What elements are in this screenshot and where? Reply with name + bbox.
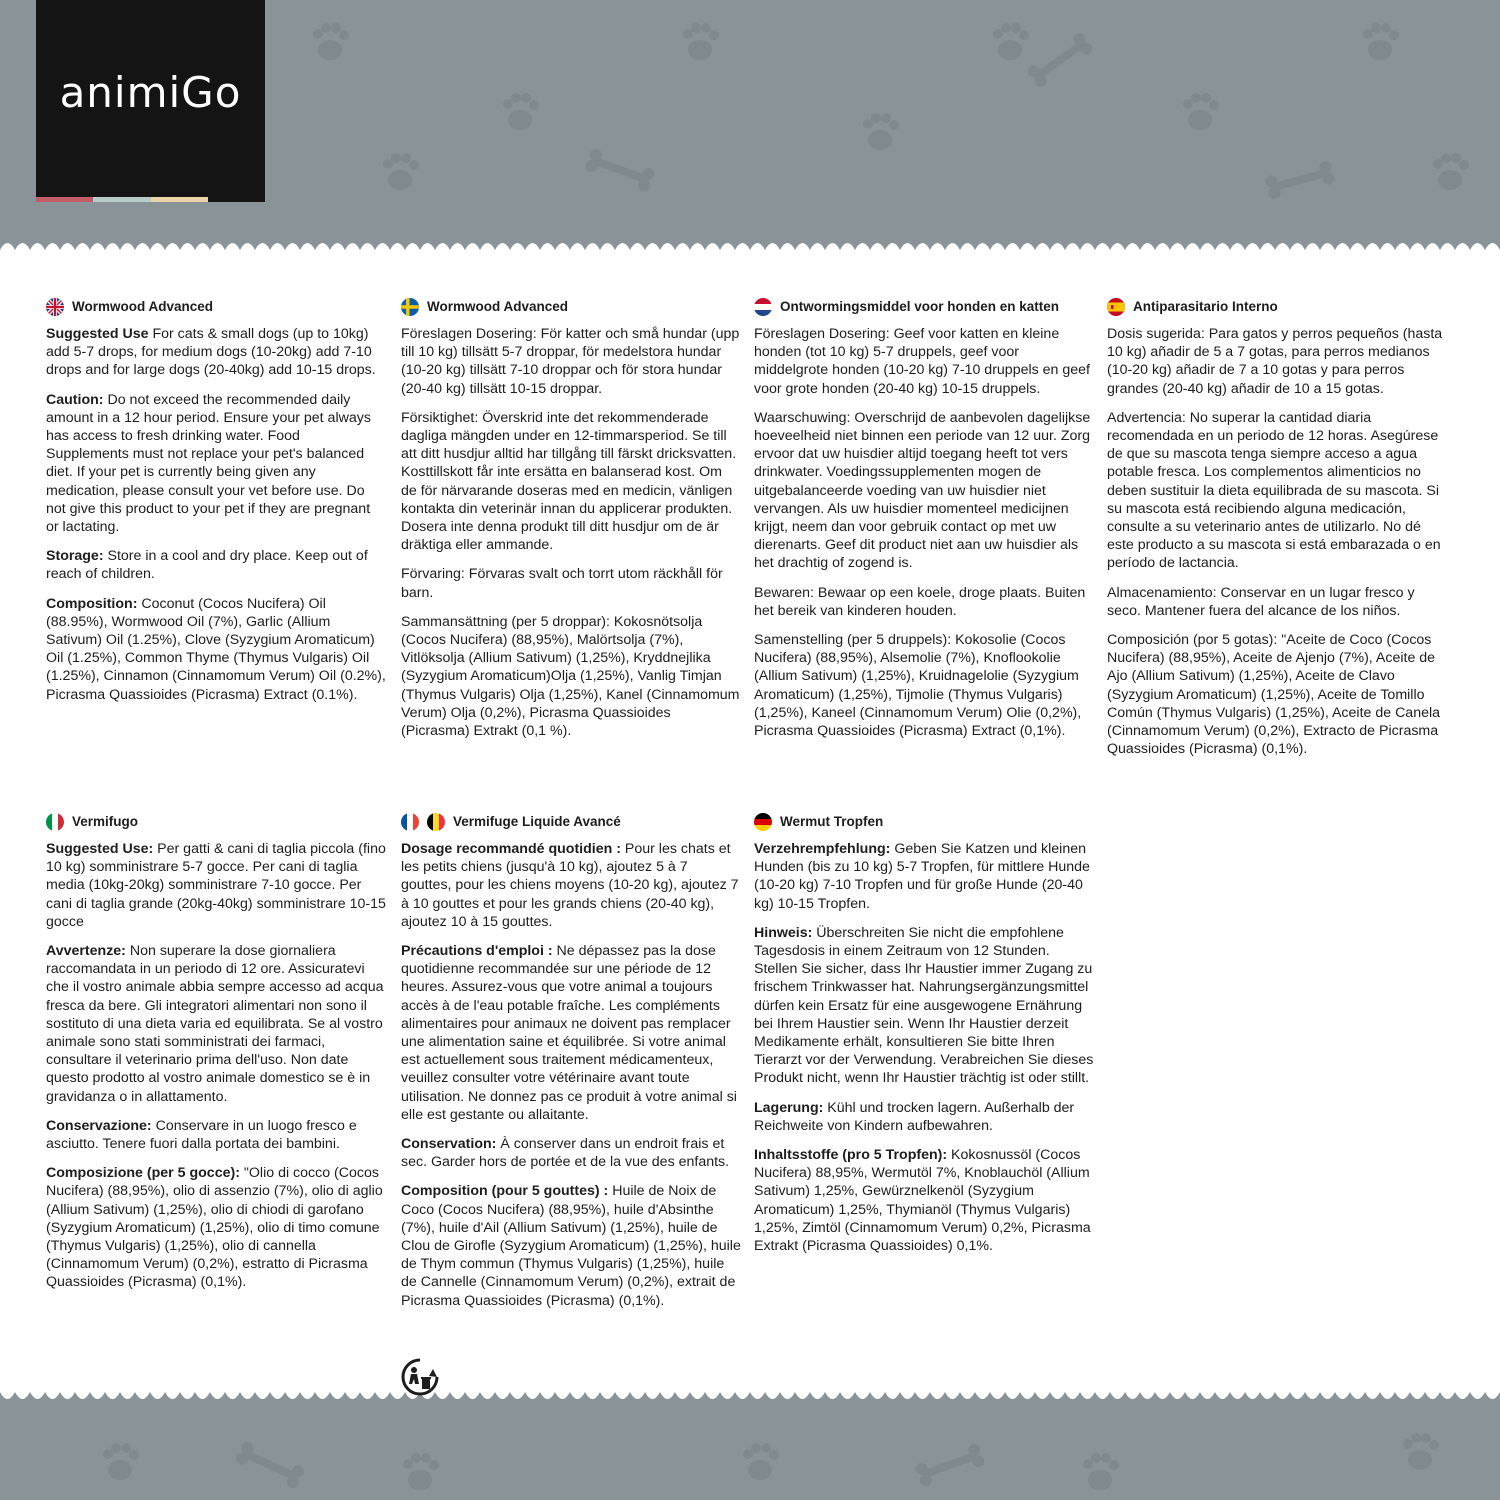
section-paragraph — [401, 942, 741, 1124]
paragraph-text: For cats & small dogs (up to 10kg) add 5-7 drops, for medium dogs (10-20kg) add 7-10 drops and for large dogs (20-40kg) add 10-15 drops. — [46, 326, 376, 379]
paragraph-label: Caution: — [46, 391, 104, 408]
section-header — [754, 812, 1094, 832]
paragraph-text: Kühl und trocken lagern. Außerhalb der Reichweite von Kindern aufbewahren. — [754, 1099, 1075, 1134]
section-header — [401, 297, 741, 317]
paragraph-text: Huile de Noix de Coco (Cocos Nucifera) (88,95%), huile d'Absinthe (7%), huile d'Ail (Allium Sativum) (1,25%), huile de Clou de Girofle (Syzygium Aromaticum) (1,25%), huile de Thym commun (Thymus Vulgaris) (1,25%), huile de Cannelle (Cinnamomum Verum) (0,2%), extrait de Picrasma Quassioides (Picrasma) (0,1%). — [401, 1183, 741, 1309]
be-flag — [427, 813, 445, 831]
section-paragraph — [754, 325, 1094, 398]
section-paragraph — [754, 409, 1094, 573]
section-english — [46, 297, 386, 715]
section-paragraph — [401, 409, 741, 555]
section-title: Vermifugo — [72, 813, 139, 829]
triman-recycling-icon — [400, 1357, 440, 1397]
paragraph-text: Pour les chats et les petits chiens (jusqu'à 10 kg), ajoutez 5 à 7 gouttes, pour les chiens moyens (10-20 kg), ajoutez 7 à 10 gouttes et pour les grands chiens (20-40 kg), ajoutez 10 à 15 gouttes. — [401, 841, 739, 930]
se-flag — [401, 298, 419, 316]
section-header — [46, 812, 386, 832]
paragraph-text: À conserver dans un endroit frais et sec. Garder hors de portée et de la vue des enfants. — [401, 1136, 730, 1171]
brand-logo-box — [36, 0, 265, 197]
paragraph-text: Dosis sugerida: Para gatos y perros pequeños (hasta 10 kg) añadir de 5 a 7 gotas, para perros medianos (10-20 kg) añadir de 7 a 10 gotas y para perros grandes (20-40 kg) añadir de 10 a 15 gotas. — [1107, 326, 1443, 397]
paragraph-text: Überschreiten Sie nicht die empfohlene Tagesdosis in einem Zeitraum von 12 Stunden. Stellen Sie sicher, dass Ihr Haustier immer Zugang zu frischem Trinkwasser hat. Nahrungsergänzungsmittel dürfen kein Ersatz für eine ausgewogene Ernährung bei Ihrem Haustier sein. Wenn Ihr Haustier derzeit Medikamente erhält, konsultieren Sie bitte Ihren Tierarzt vor der Verwendung. Verabreichen Sie dieses Produkt nicht, wenn Ihr Haustier trächtig ist oder stillt. — [754, 924, 1094, 1087]
section-paragraph — [46, 1117, 386, 1153]
paragraph-text: Waarschuwing: Overschrijd de aanbevolen dagelijkse hoeveelheid niet binnen een periode van 12 uur. Zorg ervoor dat uw huisdier altijd toegang heeft tot vers drinkwater. Voedingssupplementen mogen de uitgebalanceerde voeding van uw huisdier niet vervangen. Als uw huisdier momenteel medicijnen krijgt, neem dan voor gebruik contact op met uw dierenarts. Geef dit product niet aan uw huisdier als het drachtig of zogend is. — [754, 409, 1091, 572]
section-paragraph — [46, 325, 386, 380]
section-paragraph — [46, 840, 386, 931]
paragraph-text: Geben Sie Katzen und kleinen Hunden (bis zu 10 kg) 5-7 Tropfen, für mittlere Hunde (10-20 kg) 7-10 Tropfen und für große Hunde (20-40 kg) 10-15 Tropfen. — [754, 841, 1090, 912]
paragraph-label: Conservazione: — [46, 1117, 152, 1134]
section-header — [401, 812, 741, 832]
paragraph-text: Per gatti & cani di taglia piccola (fino 10 kg) somministrare 5-7 gocce. Per cani di taglia media (10kg-20kg) somministrare 7-10 gocce. Per cani di taglia grande (20kg-40kg) somministrare 10-15 gocce — [46, 841, 386, 930]
paragraph-label: Verzehrempfehlung: — [754, 841, 891, 857]
section-paragraph — [401, 613, 741, 740]
section-paragraph — [1107, 584, 1447, 620]
section-title: Wermut Tropfen — [780, 813, 884, 829]
section-paragraph — [46, 942, 386, 1106]
section-paragraph — [1107, 325, 1447, 398]
uk-flag — [46, 298, 64, 316]
de-flag — [754, 813, 772, 831]
paragraph-text: "Olio di cocco (Cocos Nucifera) (88,95%), olio di assenzio (7%), olio di aglio (Allium Sativum) (1,25%), olio di chiodi di garofano (Syzygium Aromaticum) (1,25%), olio di timo comune (Thymus Vulgaris) (1,25%), olio di cannella (Cinnamomum Verum) (0,2%), estratto di Picrasma Quassioides (Picrasma) (0,1%). — [46, 1165, 383, 1291]
section-paragraph — [46, 547, 386, 583]
paragraph-text: Advertencia: No superar la cantidad diaria recomendada en un periodo de 12 horas. Asegúrese de que su mascota tenga siempre acceso a agua potable fresca. Los complementos alimenticios no deben sustituir la dieta equilibrada de su mascota. Si su mascota está recibiendo alguna medicación, consulte a su veterinario antes de utilizarlo. No dé este producto a su mascota si está embarazada o en período de lactancia. — [1107, 409, 1441, 572]
section-header — [46, 297, 386, 317]
section-header — [754, 297, 1094, 317]
paragraph-text: Försiktighet: Överskrid inte det rekommenderade dagliga mängden under en 12-timmarsperiod. Se till att ditt husdjur alltid har tillgång till färskt dricksvatten. Kosttillskott får inte ersätta en balanserad kost. Om de för närvarande doseras med en medicin, vänligen kontakta din veterinär innan du applicerar produkten. Dosera inte denna produkt till ditt husdjur om de är dräktiga eller ammande. — [401, 409, 737, 554]
paragraph-text: Coconut (Cocos Nucifera) Oil (88.95%), Wormwood Oil (7%), Garlic (Allium Sativum) Oil (1.25%), Clove (Syzygium Aromaticum) Oil (1.25%), Common Thyme (Thymus Vulgaris) Oil (1.25%), Cinnamon (Cinnamomum Verum) Oil (0.2%), Picrasma Quassioides (Picrasma) Extract (0.1%). — [46, 595, 386, 703]
paragraph-label: Storage: — [46, 548, 104, 565]
paragraph-text: Sammansättning (per 5 droppar): Kokosnötsolja (Cocos Nucifera) (88,95%), Malörtsolja (7%), Vitlöksolja (Allium Sativum) (1,25%), Kryddnejlika (Syzygium Aromaticum)Olja (1,25%), Vanlig Timjan (Thymus Vulgaris) Olja (1,25%), Kanel (Cinnamomum Verum) Olja (0,2%), Picrasma Quassioides (Picrasma) Extrakt (0,1 %). — [401, 613, 740, 740]
paragraph-label: Dosage recommandé quotidien : — [401, 841, 621, 857]
section-paragraph — [754, 1099, 1094, 1135]
section-paragraph — [754, 1146, 1094, 1255]
section-paragraph — [401, 565, 741, 601]
section-paragraph — [401, 1182, 741, 1309]
es-flag — [1107, 298, 1125, 316]
section-dutch — [754, 297, 1094, 751]
section-paragraph — [401, 840, 741, 931]
paragraph-label: Composition: — [46, 595, 138, 612]
section-paragraph — [1107, 631, 1447, 758]
section-title: Vermifuge Liquide Avancé — [453, 813, 621, 829]
section-swedish — [401, 297, 741, 751]
brand-stripe — [151, 197, 208, 202]
paragraph-text: Store in a cool and dry place. Keep out of reach of children. — [46, 548, 368, 583]
paragraph-label: Composition (pour 5 gouttes) : — [401, 1183, 609, 1200]
paragraph-text: Conservare in un luogo fresco e asciutto. Tenere fuori dalla portata dei bambini. — [46, 1117, 357, 1153]
paragraph-text: Ne dépassez pas la dose quotidienne recommandée sur une période de 12 heures. Assurez-vous que votre animal a toujours accès à de l'eau potable fraîche. Les compléments alimentaires pour animaux ne doivent pas remplacer une alimentation saine et équilibrée. Si votre animal est actuellement sous traitement médicamenteux, veuillez consulter votre vétérinaire avant toute utilisation. Ne donnez pas ce produit à votre animal si elle est gestante ou allaitante. — [401, 943, 737, 1123]
section-italian — [46, 812, 386, 1303]
paragraph-text: Föreslagen Dosering: Geef voor katten en kleine honden (tot 10 kg) 5-7 druppels, geef voor middelgrote honden (10-20 kg) 7-10 druppels en geef voor grote honden (20-40 kg) 10-15 druppels. — [754, 326, 1090, 397]
section-paragraph — [1107, 409, 1447, 573]
paragraph-label: Lagerung: — [754, 1099, 824, 1116]
paragraph-label: Composizione (per 5 gocce): — [46, 1165, 240, 1182]
paragraph-label: Avvertenze: — [46, 943, 126, 960]
brand-logo: animiGo — [59, 68, 242, 117]
paragraph-text: Almacenamiento: Conservar en un lugar fresco y seco. Mantener fuera del alcance de los niños. — [1107, 584, 1415, 619]
section-title: Ontwormingsmiddel voor honden en katten — [780, 298, 1060, 314]
footer-band — [0, 1380, 1500, 1500]
header-band — [0, 0, 1500, 262]
paragraph-text: Kokosnussöl (Cocos Nucifera) 88,95%, Wermutöl 7%, Knoblauchöl (Allium Sativum) 1,25%, Gewürznelkenöl (Syzygium Aromaticum) 1,25%, Thymianöl (Thymus Vulgaris) 1,25%, Zimtöl (Cinnamomum Verum) 0,2%, Picrasma Extrakt (Picrasma Quassioides) 0,1%. — [754, 1147, 1091, 1255]
paragraph-text: Non superare la dose giornaliera raccomandata in un periodo di 12 ore. Assicuratevi che il vostro animale abbia sempre accesso ad acqua fresca da bere. Gli integratori alimentari non sono il sostituto di una dieta varia ed equilibrata. Se al vostro animale sono stati somministrati dei farmaci, consultare il veterinario prima dell'uso. Non date questo prodotto al vostro animale domestico se è in gravidanza o in allattamento. — [46, 943, 384, 1105]
paragraph-label: Suggested Use — [46, 326, 149, 342]
paragraph-text: Composición (por 5 gotas): "Aceite de Coco (Cocos Nucifera) (88,95%), Aceite de Ajenjo (7%), Aceite de Ajo (Allium Sativum) (1,25%), Aceite de Clavo (Syzygium Aromaticum) (1,25%), Aceite de Tomillo Común (Thymus Vulgaris) (1,25%), Aceite de Canela (Cinnamomum Verum) (0,2%), Extracto de Picrasma Quassioides (Picrasma) (0,1%). — [1107, 632, 1441, 758]
section-title: Wormwood Advanced — [72, 298, 214, 314]
fr-flag — [401, 813, 419, 831]
section-paragraph — [754, 584, 1094, 620]
paragraph-label: Inhaltsstoffe (pro 5 Tropfen): — [754, 1147, 948, 1164]
section-paragraph — [46, 391, 386, 537]
nl-flag — [754, 298, 772, 316]
brand-stripe — [36, 197, 93, 202]
section-paragraph — [46, 1164, 386, 1291]
section-paragraph — [401, 1135, 741, 1171]
paragraph-text: Do not exceed the recommended daily amount in a 12 hour period. Ensure your pet always has access to fresh drinking water. Food Supplements must not replace your pet's balanced diet. If your pet is currently being given any medication, please consult your vet before use. Do not give this product to your pet if they are pregnant or lactating. — [46, 391, 371, 536]
section-title: Antiparasitario Interno — [1133, 298, 1278, 314]
section-french — [401, 812, 741, 1321]
section-paragraph — [401, 325, 741, 398]
it-flag — [46, 813, 64, 831]
section-header — [1107, 297, 1447, 317]
brand-stripes — [36, 197, 265, 202]
brand-stripe — [93, 197, 150, 202]
section-paragraph — [46, 595, 386, 704]
paragraph-label: Précautions d'emploi : — [401, 943, 553, 960]
paragraph-label: Conservation: — [401, 1136, 497, 1153]
section-spanish — [1107, 297, 1447, 769]
paw-pattern — [0, 1380, 1500, 1500]
paragraph-text: Föreslagen Dosering: För katter och små hundar (upp till 10 kg) tillsätt 5-7 droppar, för medelstora hundar (10-20 kg) tillsätt 7-10 droppar och för stora hundar (20-40 kg) tillsätt 10-15 droppar. — [401, 326, 740, 397]
paragraph-label: Suggested Use: — [46, 841, 154, 857]
paragraph-label: Hinweis: — [754, 924, 813, 941]
section-title: Wormwood Advanced — [427, 298, 569, 314]
paragraph-text: Samenstelling (per 5 druppels): Kokosolie (Cocos Nucifera) (88,95%), Alsemolie (7%), Knoflookolie (Allium Sativum) (1,25%), Kruidnagelolie (Syzygium Aromaticum) (1,25%), Tijmolie (Thymus Vulgaris) (1,25%), Kaneel (Cinnamomum Verum) Olie (0,2%), Picrasma Quassioides (Picrasma) Extract (0,1%). — [754, 632, 1082, 740]
section-paragraph — [754, 924, 1094, 1088]
paragraph-text: Bewaren: Bewaar op een koele, droge plaats. Buiten het bereik van kinderen houden. — [754, 584, 1086, 619]
brand-stripe — [208, 197, 265, 202]
section-german — [754, 812, 1094, 1266]
paragraph-text: Förvaring: Förvaras svalt och torrt utom räckhåll för barn. — [401, 566, 723, 601]
section-paragraph — [754, 631, 1094, 740]
section-paragraph — [754, 840, 1094, 913]
